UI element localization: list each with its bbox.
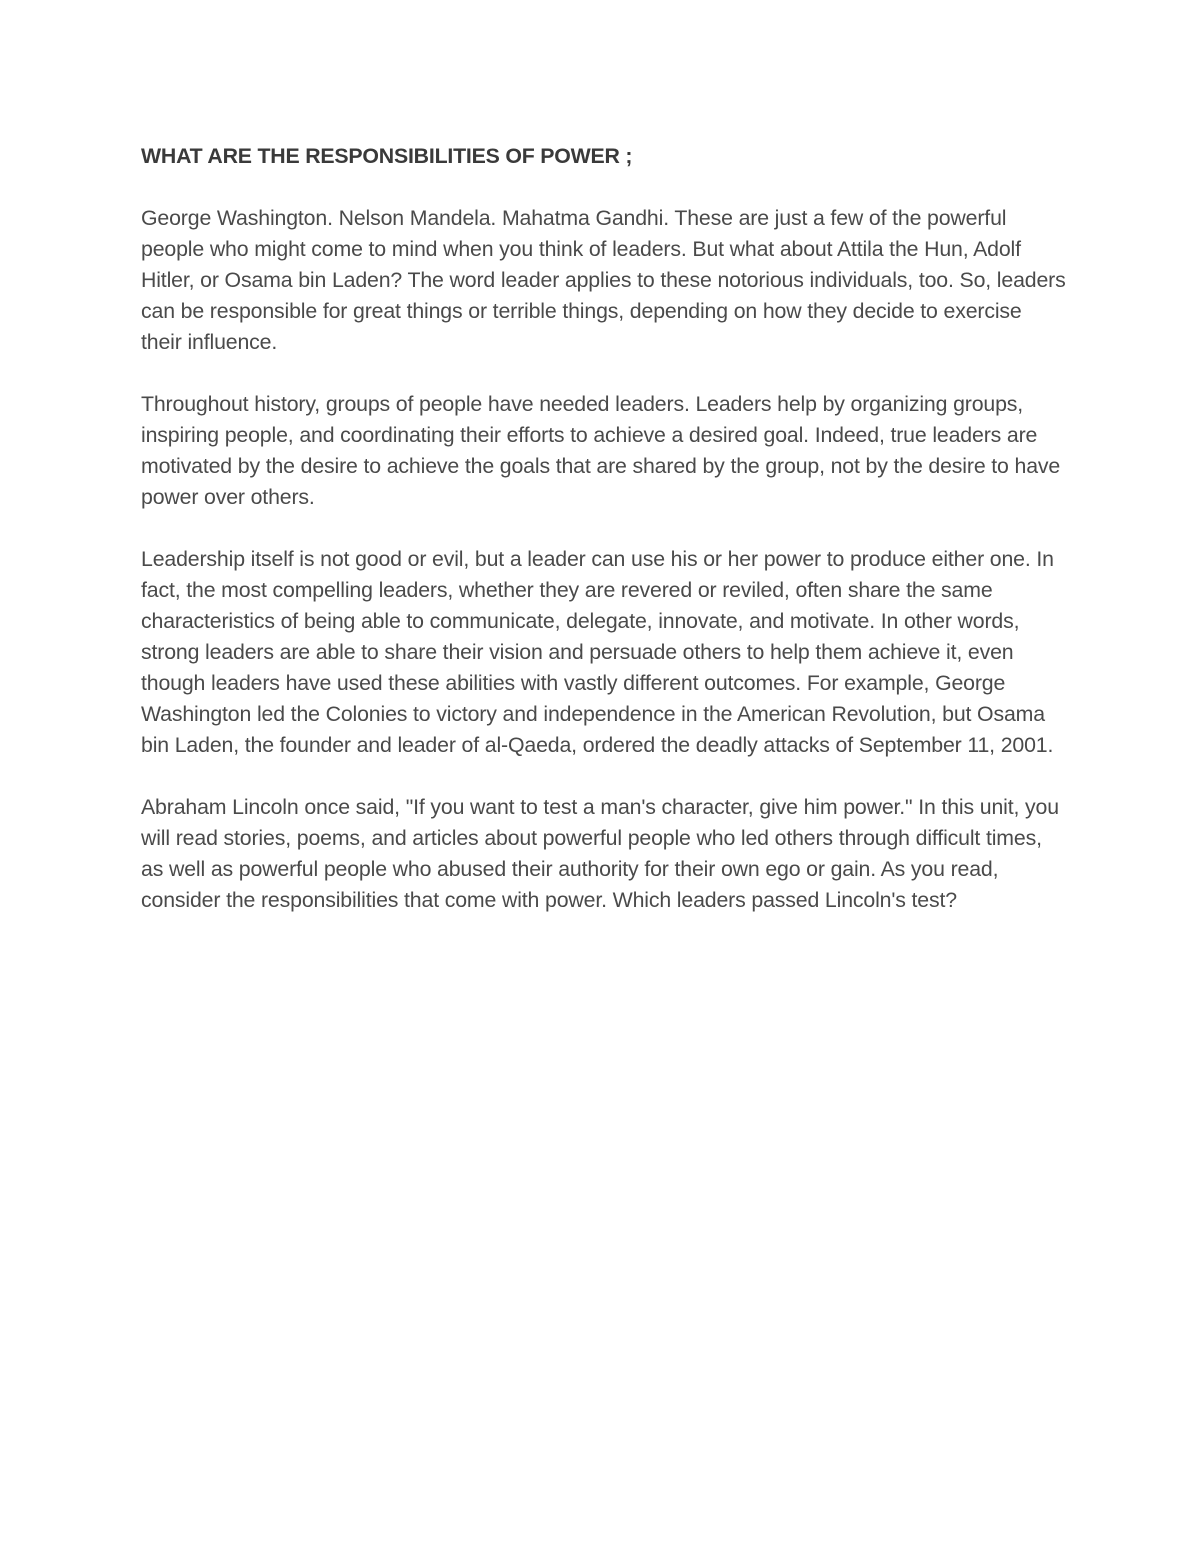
document-title: WHAT ARE THE RESPONSIBILITIES OF POWER ; — [141, 144, 633, 168]
paragraph-1: George Washington. Nelson Mandela. Mahatma Gandhi. These are just a few of the powerful people who might come to mind when you think of leaders. But what about Attila the Hun, Adolf Hitler, or Osama bin Laden? The word leader applies to these notorious individuals, too. So, leaders can be responsible for great things or terrible things, depending on how they decide to exercise their influence. — [141, 206, 1066, 354]
document-body — [141, 141, 1066, 947]
paragraph-2: Throughout history, groups of people have needed leaders. Leaders help by organizing groups, inspiring people, and coordinating their efforts to achieve a desired goal. Indeed, true leaders are motivated by the desire to achieve the goals that are shared by the group, not by the desire to have power over others. — [141, 392, 1061, 509]
paragraph-3: Leadership itself is not good or evil, but a leader can use his or her power to produce either one. In fact, the most compelling leaders, whether they are revered or reviled, often share the same characteristics of being able to communicate, delegate, innovate, and motivate. In other words, strong leaders are able to share their vision and persuade others to help them achieve it, even though leaders have used these abilities with vastly different outcomes. For example, George Washington led the Colonies to victory and independence in the American Revolution, but Osama bin Laden, the founder and leader of al-Qaeda, ordered the deadly attacks of September 11, 2001. — [141, 547, 1054, 757]
paragraph-4: Abraham Lincoln once said, "If you want to test a man's character, give him power." In this unit, you will read stories, poems, and articles about powerful people who led others through difficult times, as well as powerful people who abused their authority for their own ego or gain. As you read, consider the responsibilities that come with power. Which leaders passed Lincoln's test? — [141, 795, 1059, 912]
